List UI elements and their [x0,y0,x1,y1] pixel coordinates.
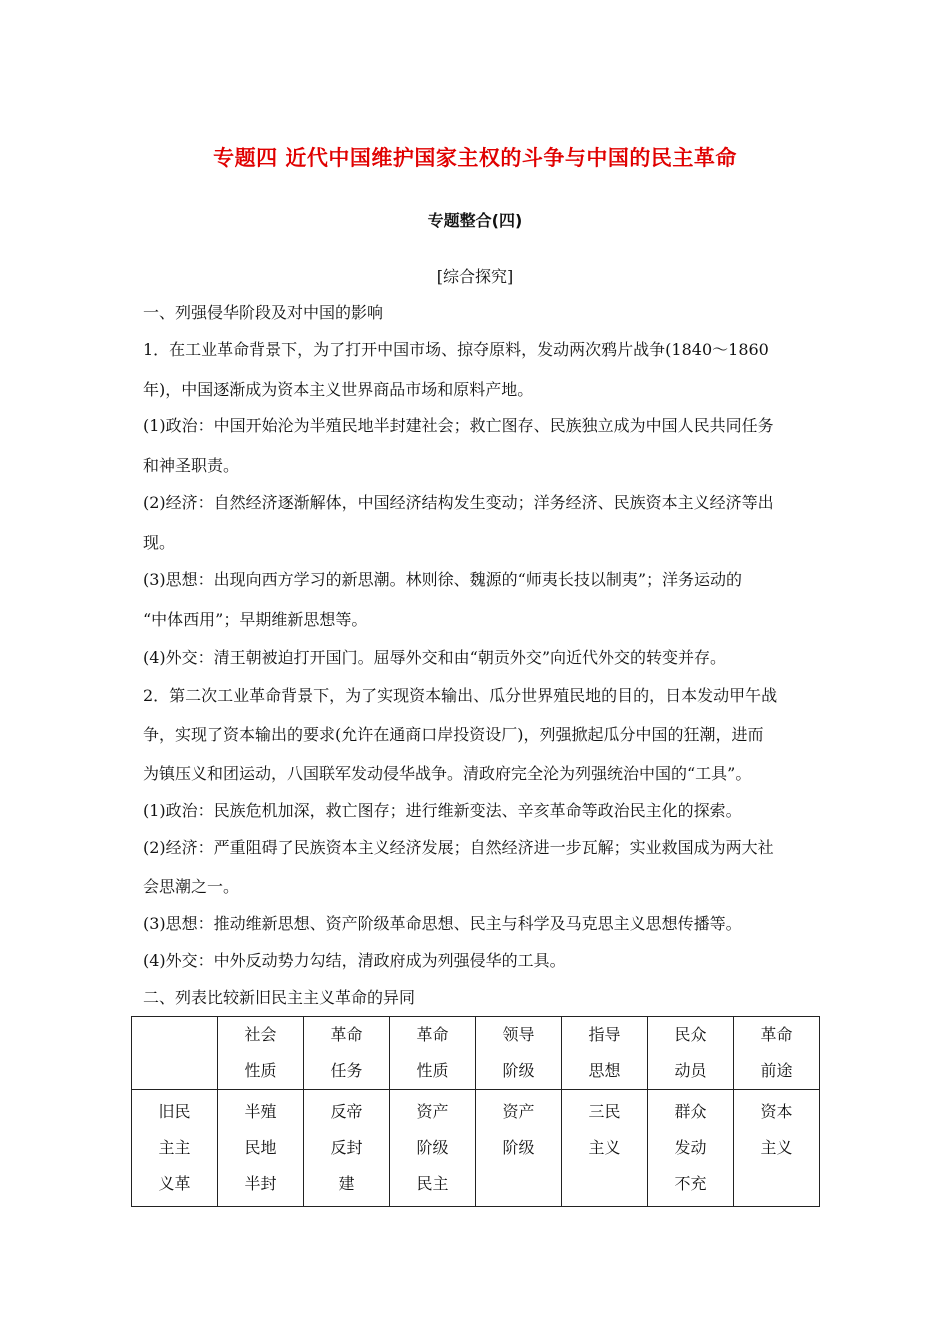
header-cell: 民众 动员 [648,1017,734,1090]
paragraph-line: 1．在工业革命背景下，为了打开中国市场、掠夺原料，发动两次鸦片战争(1840～1860 [143,340,769,359]
paragraph-line: (4)外交：中外反动势力勾结，清政府成为列强侵华的工具。 [143,951,566,970]
heading-part-two: 二、列表比较新旧民主主义革命的异同 [143,988,416,1007]
header-cell: 领导 阶级 [476,1017,562,1090]
comparison-table [131,1016,820,1207]
paragraph-line: 年)，中国逐渐成为资本主义世界商品市场和原料产地。 [143,380,534,399]
header-cell: 革命 前途 [734,1017,820,1090]
paragraph-line: 和神圣职责。 [143,456,240,475]
paragraph-line: (2)经济：严重阻碍了民族资本主义经济发展；自然经济进一步瓦解；实业救国成为两大社 [143,838,774,857]
table-cell: 三民 主义 [562,1090,648,1207]
header-cell: 革命 性质 [390,1017,476,1090]
paragraph-line: (4)外交：清王朝被迫打开国门。屈辱外交和由“朝贡外交”向近代外交的转变并存。 [143,648,727,667]
table-cell: 反帝 反封 建 [304,1090,390,1207]
paragraph-line: 2．第二次工业革命背景下，为了实现资本输出、瓜分世界殖民地的目的，日本发动甲午战 [143,686,778,705]
table-cell: 半殖 民地 半封 [218,1090,304,1207]
paragraph-line: (1)政治：中国开始沦为半殖民地半封建社会；救亡图存、民族独立成为中国人民共同任务 [143,416,774,435]
page-subtitle: 专题整合(四) [427,211,523,230]
section-tag: [综合探究] [436,267,514,286]
table-cell: 资产 阶级 民主 [390,1090,476,1207]
header-cell: 指导 思想 [562,1017,648,1090]
paragraph-line: 现。 [143,533,176,552]
paragraph-line: 争，实现了资本输出的要求(允许在通商口岸投资设厂)，列强掀起瓜分中国的狂潮，进而 [143,725,764,744]
page-title: 专题四 近代中国维护国家主权的斗争与中国的民主革命 [213,146,737,170]
table-cell: 资产 阶级 [476,1090,562,1207]
paragraph-line: “中体西用”；早期维新思想等。 [143,610,368,629]
header-cell: 社会 性质 [218,1017,304,1090]
paragraph-line: 会思潮之一。 [143,877,240,896]
table-cell: 旧民 主主 义革 [132,1090,218,1207]
table-row [132,1090,820,1207]
header-cell: 革命 任务 [304,1017,390,1090]
paragraph-line: (3)思想：出现向西方学习的新思潮。林则徐、魏源的“师夷长技以制夷”；洋务运动的 [143,570,743,589]
table-cell: 群众 发动 不充 [648,1090,734,1207]
paragraph-line: (1)政治：民族危机加深，救亡图存；进行维新变法、辛亥革命等政治民主化的探索。 [143,801,742,820]
table-header-row [132,1017,820,1090]
table-cell: 资本 主义 [734,1090,820,1207]
paragraph-line: (3)思想：推动维新思想、资产阶级革命思想、民主与科学及马克思主义思想传播等。 [143,914,742,933]
header-cell-corner [132,1017,218,1090]
paragraph-line: 为镇压义和团运动，八国联军发动侵华战争。清政府完全沦为列强统治中国的“工具”。 [143,764,752,783]
heading-part-one: 一、列强侵华阶段及对中国的影响 [143,303,384,322]
paragraph-line: (2)经济：自然经济逐渐解体，中国经济结构发生变动；洋务经济、民族资本主义经济等出 [143,493,774,512]
